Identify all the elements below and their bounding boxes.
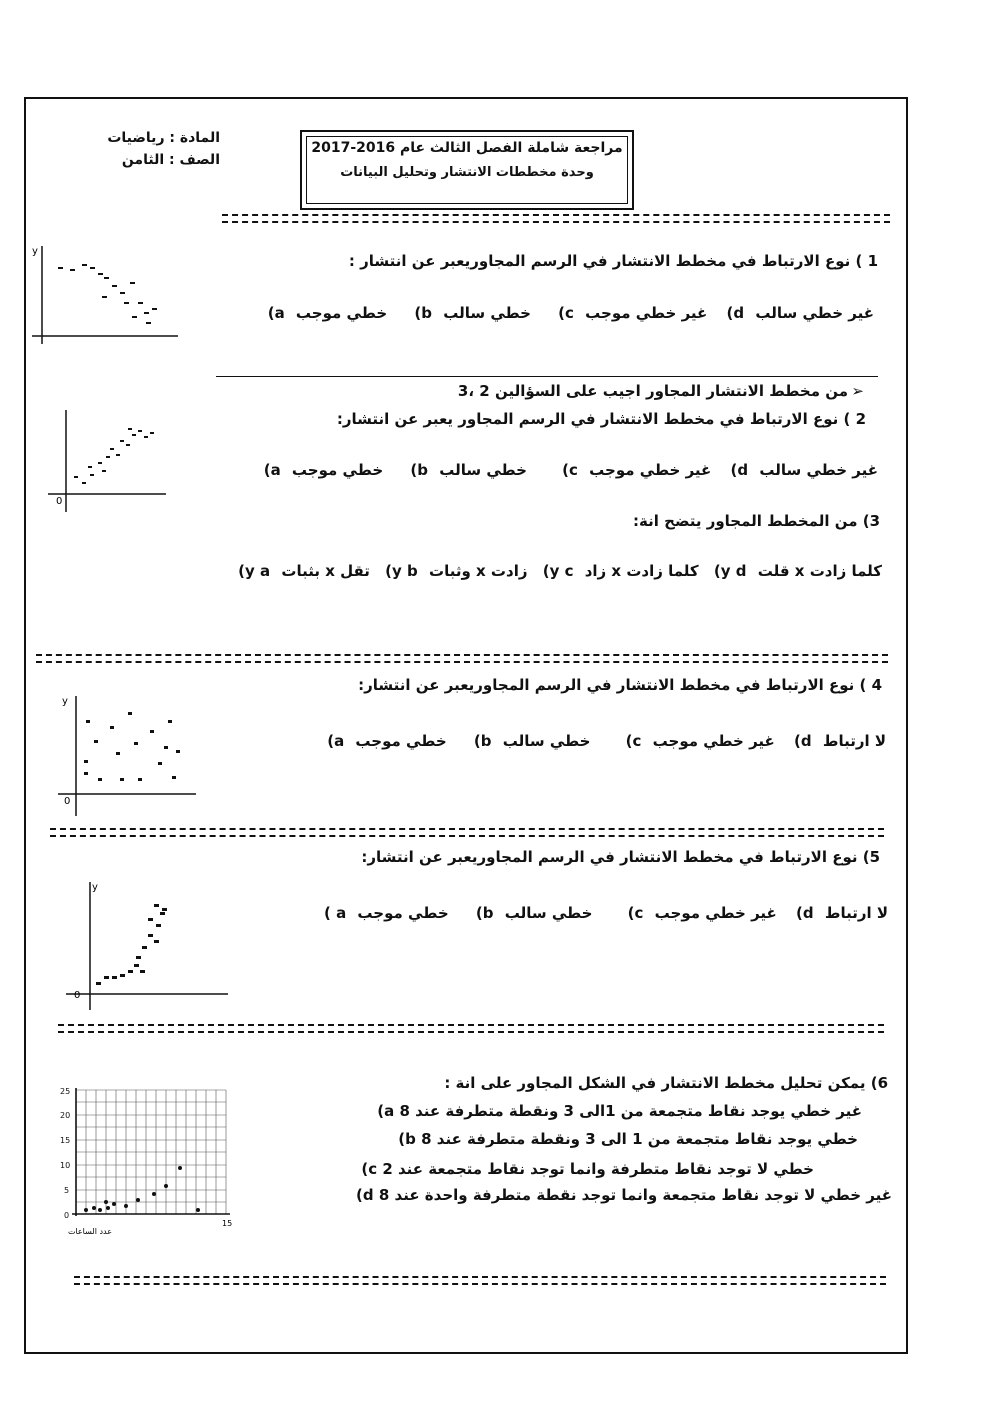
q3-option-c-text[interactable]: كلما زادت x زاد y (549, 562, 699, 580)
q3-option-b-text[interactable]: زادت x وثبات y (392, 562, 528, 580)
question-1-stem: 1 ) نوع الارتباط في مخطط الانتشار في الرسم المجاوريعبر عن انتشار : (348, 252, 878, 270)
y-tick-25: 25 (60, 1087, 71, 1096)
q4-option-b-letter: b) (473, 732, 492, 750)
q2-option-c-text[interactable]: غير خطي موجب (589, 461, 712, 479)
q4-option-d-letter: d) (794, 732, 812, 750)
worksheet-title: مراجعة شاملة الفصل الثالث عام 2016-2017 (311, 140, 623, 156)
question-4-stem: 4 ) نوع الارتباط في مخطط الانتشار في الرسم المجاوريعبر عن انتشار: (358, 676, 882, 694)
q3-option-a-letter: a) (238, 562, 271, 580)
question-4-options (327, 732, 886, 750)
divider (36, 654, 888, 663)
grid-plot-points (84, 1166, 200, 1212)
question-1-options (268, 304, 874, 322)
q3-option-a-text[interactable]: تقل x بثبات y (245, 562, 370, 580)
q3-option-b-letter: b) (385, 562, 418, 580)
question-2-stem: 2 ) نوع الارتباط في مخطط الانتشار في الرسم المجاور يعبر عن انتشار: (336, 410, 866, 428)
worksheet-subtitle: وحدة مخططات الانتشار وتحليل البيانات (340, 165, 594, 180)
question-6-option-c[interactable]: خطي لا توجد نقاط متطرفة وانما توجد نقاط متجمعة عند 2 c) (361, 1160, 814, 1178)
question-6-option-d[interactable]: غير خطي لا توجد نقاط متجمعة وانما توجد نقطة متطرفة واحدة عند 8 d) (356, 1186, 892, 1204)
divider (58, 1024, 884, 1033)
questions-2-3-intro: من مخطط الانتشار المجاور اجيب على السؤالين 2 ،3 (457, 382, 848, 400)
plot-3-y-label: y (62, 696, 68, 707)
grid-lines (76, 1090, 226, 1214)
grade-label: الصف : الثامن (121, 152, 220, 168)
divider (74, 1276, 886, 1285)
question-6-option-a[interactable]: غير خطي يوجد نقاط متجمعة من 1الى 3 ونقطة متطرفة عند 8 a) (377, 1102, 862, 1120)
plot-2-origin-label: 0 (56, 496, 63, 507)
q3-option-c-letter: c) (542, 562, 574, 580)
q4-option-a-text[interactable]: خطي موجب (355, 732, 447, 750)
divider (50, 828, 884, 837)
q4-option-d-text[interactable]: لا ارتباط (822, 732, 886, 750)
scatter-plot-1 (28, 240, 188, 350)
q1-option-d-letter: d) (726, 304, 745, 322)
q5-option-d-text[interactable]: لا ارتباط (824, 904, 888, 922)
q2-option-c-letter: c) (562, 461, 578, 479)
q5-option-b-letter: b) (475, 904, 494, 922)
q2-option-b-text[interactable]: خطي سالب (439, 461, 527, 479)
q4-option-a-letter: a) (327, 732, 345, 750)
plot-3-origin-label: 0 (64, 796, 71, 807)
subject-label: المادة : رياضيات (107, 130, 220, 146)
q1-option-c-text[interactable]: غير خطي موجب (585, 304, 708, 322)
y-tick-10: 10 (60, 1161, 71, 1170)
q1-option-b-letter: b) (414, 304, 432, 322)
question-3-options (238, 562, 882, 580)
q5-option-a-text[interactable]: خطي موجب (357, 904, 449, 922)
question-5-stem: 5) نوع الارتباط في مخطط الانتشار في الرسم المجاوريعبر عن انتشار: (361, 848, 880, 866)
plot-4-origin-label: 0 (74, 990, 81, 1001)
divider (222, 214, 890, 223)
q4-option-c-text[interactable]: غير خطي موجب (652, 732, 775, 750)
question-6-option-b[interactable]: خطي يوجد نقاط متجمعة من 1 الى 3 ونقطة متطرفة عند 8 b) (398, 1130, 858, 1148)
question-6-stem: 6) يمكن تحليل مخطط الانتشار في الشكل المجاور على انة : (444, 1074, 888, 1092)
grid-plot-y-ticks (60, 1087, 70, 1220)
y-tick-0: 0 (64, 1211, 70, 1220)
q3-option-d-letter: d) (713, 562, 747, 580)
q2-option-a-text[interactable]: خطي موجب (291, 461, 384, 479)
q4-option-c-letter: c) (625, 732, 642, 750)
q1-option-a-text[interactable]: خطي موجب (295, 304, 388, 322)
q4-option-b-text[interactable]: خطي سالب (502, 732, 591, 750)
scatter-plot-4 (62, 876, 232, 1012)
q2-option-a-letter: a) (263, 461, 281, 479)
bullet-arrow-icon: ➢ (851, 382, 864, 400)
q5-option-a-letter: a ) (323, 904, 347, 922)
q2-option-d-letter: d) (730, 461, 749, 479)
plot-3-points (84, 712, 180, 781)
q1-option-b-text[interactable]: خطي سالب (443, 304, 531, 322)
q5-option-b-text[interactable]: خطي سالب (504, 904, 593, 922)
plot-4-y-label: y (92, 882, 98, 893)
scatter-plot-3 (54, 690, 204, 818)
q5-option-d-letter: d) (796, 904, 814, 922)
q5-option-c-text[interactable]: غير خطي موجب (654, 904, 777, 922)
q1-option-d-text[interactable]: غير خطي سالب (755, 304, 874, 322)
question-3-stem: 3) من المخطط المجاور يتضح انة: (633, 512, 880, 530)
header-box (300, 130, 634, 210)
q1-option-c-letter: c) (558, 304, 574, 322)
plot-1-y-label: y (32, 246, 38, 257)
q3-option-d-text[interactable]: كلما زادت x قلت y (720, 562, 882, 580)
y-tick-15: 15 (60, 1136, 71, 1145)
y-tick-20: 20 (60, 1111, 71, 1120)
q2-option-b-letter: b) (410, 461, 428, 479)
section-divider (216, 376, 878, 377)
grid-plot-x-label: عدد الساعات (67, 1227, 112, 1236)
question-2-options (264, 461, 878, 479)
scatter-plot-2 (44, 404, 174, 514)
plot-2-points (74, 428, 154, 484)
plot-1-points (58, 264, 157, 324)
plot-4-points (96, 904, 167, 985)
q2-option-d-text[interactable]: غير خطي سالب (759, 461, 878, 479)
x-tick-15: 15 (222, 1219, 233, 1228)
q1-option-a-letter: a) (267, 304, 285, 322)
question-5-options (324, 904, 888, 922)
y-tick-5: 5 (64, 1186, 70, 1195)
grid-scatter-plot (42, 1082, 238, 1242)
q5-option-c-letter: c) (627, 904, 644, 922)
